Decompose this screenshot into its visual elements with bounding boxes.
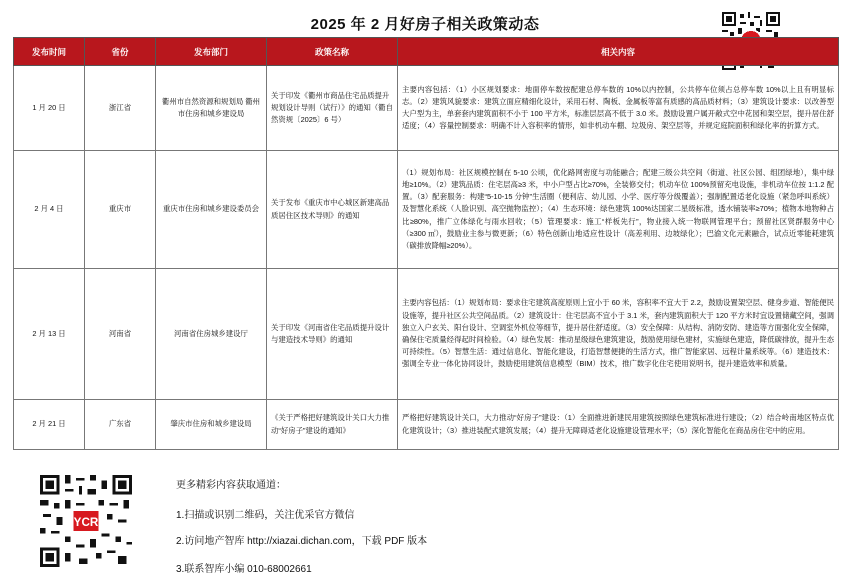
qr-code-icon[interactable] xyxy=(40,475,132,567)
cell-department: 肇庆市住房和城乡建设局 xyxy=(156,400,267,450)
cell-province: 广东省 xyxy=(85,400,156,450)
table-row xyxy=(14,151,839,269)
cell-policy-name: 关于发布《重庆市中心城区新建高品质居住区技术导则》的通知 xyxy=(267,151,398,269)
footer-line-contact: 3.联系智库小编 010-68002661 xyxy=(176,564,312,575)
cell-department: 重庆市住房和城乡建设委员会 xyxy=(156,151,267,269)
footer-heading: 更多精彩内容获取通道： xyxy=(176,480,286,491)
cell-date: 2 月 4 日 xyxy=(14,151,85,269)
cell-department: 河南省住房城乡建设厅 xyxy=(156,269,267,400)
cell-content: 主要内容包括：（1）小区规划要求：地面停车数按配建总停车数的 10%以内控制，公共停车位须占总停车数 10%以上且有明显标志。（2）建筑风貌要求：建筑立面应精细化设计，采用石材、陶板、金属板等富有质感的高品质材料；（3）建筑设计要求：以改善型大户型为主，单套套内建筑面积不小于 100 平方米，标准层层高不低于 3.0 米。鼓励设置户属开敞式空中花园和架空层，提升居住舒适度；（4）容量控制要求：明确不计入容积率的情形，如非机动车棚、垃圾房、架空层等，并规定庭院面积和绿化率的折算方式。 xyxy=(398,66,839,151)
footer-line-website[interactable]: 2.访问地产智库 http://xiazai.dichan.com，下载 PDF 版本 xyxy=(176,536,428,547)
table-header-row xyxy=(14,38,839,66)
table-row xyxy=(14,400,839,450)
cell-date: 2 月 21 日 xyxy=(14,400,85,450)
cell-content: （1）规划布局：社区规模控制在 5-10 公顷，优化路网密度与功能融合；配建三级公共空间（街道、社区公园、组团绿地），集中绿地≥10%。（2）建筑品质：住宅层高≥3 米，中小户型占比≥70%，全装修交付；机动车位 100%预留充电设施，非机动车位按 1:1.2 配置。（3）配套服务：构建“5-10-15 分钟”生活圈（便利店、幼儿园、小学、医疗等分级覆盖）；强制配置适老化设施（紧急呼叫系统）及智慧化系统（人脸识别、高空抛物监控）；（4）生态环境：绿色建筑 100%达国家二星级标准，透水铺装率≥70%；植物本地物种占比≥80%，推广立体绿化与雨水回收；（5）管理要求：施工“样板先行”，物业接入统一物联网管理平台；预留社区贤群服务中心（≥300 ㎡），鼓励业主参与微更新；（6）特色创新山地适应性设计（高差利用、边坡绿化）；巴渝文化元素融合，试点近零能耗建筑（碳排放降幅≥20%）。 xyxy=(398,151,839,269)
policy-table xyxy=(13,37,839,450)
cell-policy-name: 关于印发《河南省住宅品质提升设计与建造技术导则》的通知 xyxy=(267,269,398,400)
cell-department: 衢州市自然资源和规划局 衢州市住房和城乡建设局 xyxy=(156,66,267,151)
cell-content: 主要内容包括：（1）规划布局：要求住宅建筑高度原则上宜小于 60 米，容积率不宜大于 2.2，鼓励设置架空层、健身步道、智能便民设施等，提升社区公共空间品质。（2）建筑设计：住宅层高不宜小于 3.1 米，套内建筑面积大于 120 平方米时宜设置储藏空间，强调独立入户玄关、阳台设计、空调室外机位等细节，提升居住舒适度。（3）安全保障：从结构、消防安防、建造等方面强化安全保障，确保住宅质量经得起时间检验。（4）绿色发展：推动星级绿色建筑建设，鼓励使用绿色建材，实施绿色建造，降低碳排放，提升生态可持续性。（5）智慧生活：通过信息化、智能化建设，打造智慧便捷的生活方式，推广智能家居、远程计量系统等。（6）建造技术：强调全专业一体化协同设计，鼓励使用建筑信息模型（BIM）技术，推广数字化住宅使用说明书，提升建造效率和质量。 xyxy=(398,269,839,400)
table-row xyxy=(14,66,839,151)
header-department: 发布部门 xyxy=(156,38,267,66)
cell-policy-name: 关于印发《衢州市商品住宅品质提升规划设计导则（试行）》的通知（衢自然资规〔2025〕6 号） xyxy=(267,66,398,151)
cell-policy-name: 《关于严格把好建筑设计关口大力推动“好房子”建设的通知》 xyxy=(267,400,398,450)
header-date: 发布时间 xyxy=(14,38,85,66)
header-policy-name: 政策名称 xyxy=(267,38,398,66)
footer-line-wechat: 1.扫描或识别二维码，关注优采官方微信 xyxy=(176,510,355,521)
cell-province: 浙江省 xyxy=(85,66,156,151)
header-content: 相关内容 xyxy=(398,38,839,66)
page-title: 2025 年 2 月好房子相关政策动态 xyxy=(310,16,540,33)
header-province: 省份 xyxy=(85,38,156,66)
cell-province: 河南省 xyxy=(85,269,156,400)
svg-text:YCR: YCR xyxy=(73,516,99,530)
table-row xyxy=(14,269,839,400)
cell-province: 重庆市 xyxy=(85,151,156,269)
cell-date: 1 月 20 日 xyxy=(14,66,85,151)
cell-content: 严格把好建筑设计关口，大力推动“好房子”建设：（1）全面推进新建民用建筑按照绿色建筑标准进行建设；（2）结合岭南地区特点优化建筑设计；（3）推进装配式建筑发展；（4）提升无障碍适老化设施建设管理水平；（5）深化智能化在商品房住宅中的应用。 xyxy=(398,400,839,450)
cell-date: 2 月 13 日 xyxy=(14,269,85,400)
